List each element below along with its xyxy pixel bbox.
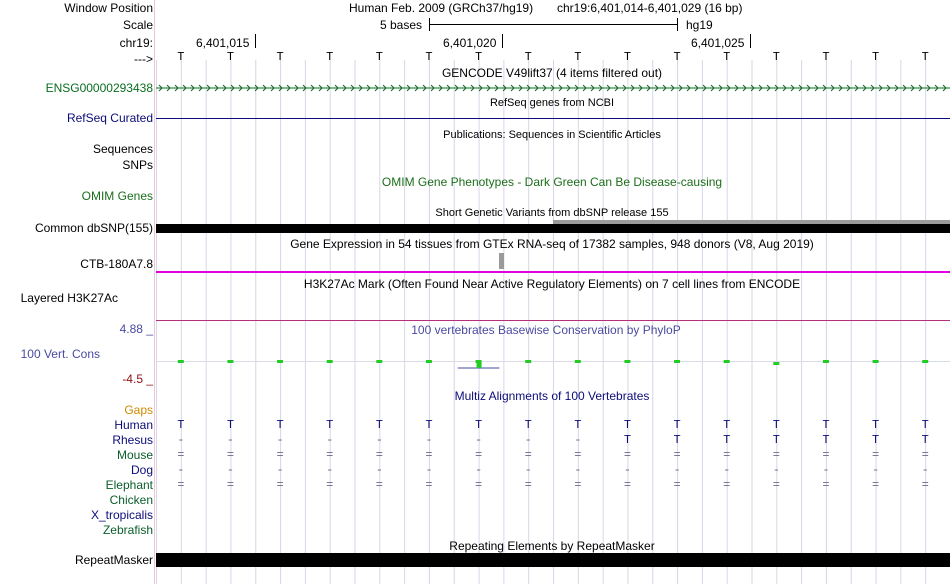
alignment-base: -: [524, 463, 532, 477]
base-letter: T: [326, 50, 334, 64]
scale-label: Scale: [122, 18, 153, 32]
alignment-base: T: [723, 433, 731, 447]
coord-3: 6,401,025: [691, 36, 745, 50]
omim-track-label[interactable]: OMIM Genes: [81, 189, 153, 203]
alignment-base: -: [474, 433, 483, 447]
h3k27ac-divider: [156, 320, 950, 321]
alignment-base: T: [871, 433, 880, 447]
alignment-base: -: [276, 433, 284, 447]
alignment-base: -: [226, 433, 235, 447]
snps-track-label[interactable]: SNPs: [122, 158, 153, 172]
assembly-name: Human Feb. 2009 (GRCh37/hg19): [349, 1, 534, 15]
alignment-base: =: [673, 478, 681, 492]
alignment-base: =: [375, 448, 383, 462]
coord-3-tick: [750, 34, 751, 48]
base-letter: T: [772, 50, 780, 64]
base-letter: T: [723, 50, 731, 64]
species-label-zebrafish: Zebrafish: [102, 523, 153, 537]
alignment-base: =: [276, 448, 284, 462]
alignment-base: -: [375, 433, 383, 447]
alignment-base: T: [772, 433, 780, 447]
alignment-base: -: [226, 463, 235, 477]
alignment-base: =: [921, 478, 929, 492]
conservation-point: [277, 360, 283, 363]
alignment-base: =: [871, 448, 880, 462]
alignment-base: T: [822, 433, 830, 447]
alignment-base: -: [425, 433, 433, 447]
base-letter: T: [226, 50, 235, 64]
refseq-gene-line[interactable]: [156, 118, 950, 119]
alignment-base: =: [326, 478, 334, 492]
alignment-base: =: [623, 478, 632, 492]
repeatmasker-track-title: Repeating Elements by RepeatMasker: [449, 539, 655, 553]
base-letter: T: [921, 50, 929, 64]
window-position-label: Window Position: [64, 1, 153, 15]
alignment-base: -: [871, 463, 880, 477]
strand-arrow-label: --->: [134, 52, 153, 66]
species-label-elephant: Elephant: [105, 478, 153, 492]
alignment-base: =: [574, 478, 582, 492]
conservation-point: [327, 360, 333, 363]
refseq-track-title: RefSeq genes from NCBI: [489, 97, 615, 109]
alignment-base: -: [177, 433, 185, 447]
alignment-base: T: [276, 418, 284, 432]
base-letter: T: [574, 50, 582, 64]
refseq-track-label[interactable]: RefSeq Curated: [66, 111, 153, 125]
alignment-base: =: [177, 448, 185, 462]
alignment-base: =: [226, 478, 235, 492]
alignment-base: =: [425, 478, 433, 492]
conservation-point: [476, 360, 482, 363]
conservation-track-label[interactable]: 100 Vert. Cons: [20, 347, 100, 361]
conservation-max-label: 4.88 _: [119, 322, 153, 336]
alignment-base: T: [772, 418, 780, 432]
conservation-point: [674, 360, 680, 363]
conservation-point: [773, 362, 779, 365]
alignment-base: =: [723, 448, 731, 462]
base-letter: T: [822, 50, 830, 64]
publications-track-title: Publications: Sequences in Scientific Articles: [443, 129, 661, 141]
alignment-base: =: [524, 478, 532, 492]
conservation-point: [922, 360, 928, 363]
chr-label: chr19:: [119, 36, 153, 50]
alignment-base: T: [425, 418, 433, 432]
alignment-base: T: [822, 418, 830, 432]
alignment-base: T: [723, 418, 731, 432]
alignment-base: -: [474, 463, 483, 477]
alignment-base: -: [276, 463, 284, 477]
alignment-base: T: [177, 418, 185, 432]
alignment-base: =: [623, 448, 632, 462]
species-label-mouse: Mouse: [116, 448, 153, 462]
label-boundary: [154, 0, 155, 584]
alignment-base: =: [772, 478, 780, 492]
alignment-base: T: [326, 418, 334, 432]
alignment-base: -: [425, 463, 433, 477]
alignment-base: T: [574, 418, 582, 432]
alignment-base: =: [723, 478, 731, 492]
alignment-base: T: [921, 433, 929, 447]
alignment-base: -: [326, 433, 334, 447]
dbsnp-track-label[interactable]: Common dbSNP(155): [34, 221, 153, 235]
conservation-point: [624, 360, 630, 363]
conservation-track-title: 100 vertebrates Basewise Conservation by PhyloP: [411, 323, 681, 337]
alignment-base: -: [822, 463, 830, 477]
alignment-base: =: [574, 448, 582, 462]
alignment-base: T: [673, 433, 681, 447]
conservation-point: [525, 360, 531, 363]
base-letter: T: [474, 50, 483, 64]
alignment-base: =: [772, 448, 780, 462]
alignment-base: =: [425, 448, 433, 462]
alignment-base: =: [524, 448, 532, 462]
alignment-base: -: [524, 433, 532, 447]
alignment-base: =: [276, 478, 284, 492]
alignment-base: T: [375, 418, 383, 432]
base-letter: T: [871, 50, 880, 64]
conservation-plot[interactable]: [156, 352, 950, 374]
alignment-base: =: [326, 448, 334, 462]
scale-db: hg19: [686, 18, 713, 32]
alignment-base: =: [673, 448, 681, 462]
repeatmasker-track-label[interactable]: RepeatMasker: [74, 553, 153, 567]
conservation-point: [873, 360, 879, 363]
gtex-divider: [156, 271, 950, 273]
species-label-x_tropicalis: X_tropicalis: [90, 508, 153, 522]
base-letter: T: [673, 50, 681, 64]
base-letter: T: [177, 50, 185, 64]
alignment-base: =: [177, 478, 185, 492]
alignment-base: =: [822, 478, 830, 492]
alignment-base: =: [822, 448, 830, 462]
coord-1: 6,401,015: [196, 36, 250, 50]
h3k27ac-track-label[interactable]: Layered H3K27Ac: [20, 291, 118, 305]
alignment-base: T: [921, 418, 929, 432]
scale-text: 5 bases: [380, 18, 423, 32]
alignment-base: T: [623, 418, 632, 432]
alignment-base: -: [177, 463, 185, 477]
base-letter: T: [375, 50, 383, 64]
h3k27ac-track-title: H3K27Ac Mark (Often Found Near Active Regulatory Elements) on 7 cell lines from ENCODE: [303, 277, 801, 291]
scale-bar: [429, 24, 677, 25]
gencode-track-label[interactable]: ENSG00000293438: [45, 81, 153, 95]
alignment-base: -: [772, 463, 780, 477]
alignment-base: -: [673, 463, 681, 477]
sequences-track-label[interactable]: Sequences: [92, 142, 153, 156]
alignment-base: -: [375, 463, 383, 477]
gtex-track-label[interactable]: CTB-180A7.8: [80, 257, 153, 271]
conservation-min-label: -4.5 _: [122, 372, 153, 386]
alignment-base: =: [474, 478, 483, 492]
alignment-base: =: [871, 478, 880, 492]
conservation-point: [178, 360, 184, 363]
species-label-human: Human: [114, 418, 153, 432]
conservation-point: [724, 360, 730, 363]
conservation-point: [477, 363, 482, 368]
gtex-track-title: Gene Expression in 54 tissues from GTEx RNA-seq of 17382 samples, 948 donors (V8, Aug 2019): [290, 237, 814, 251]
alignment-base: -: [574, 463, 582, 477]
coord-1-tick: [255, 34, 256, 48]
alignment-base: -: [623, 463, 632, 477]
alignment-base: T: [226, 418, 235, 432]
alignment-base: T: [474, 418, 483, 432]
gencode-track-title: GENCODE V49lift37 (4 items filtered out): [441, 66, 663, 80]
alignment-base: =: [375, 478, 383, 492]
gtex-expression-bar[interactable]: [499, 253, 504, 269]
alignment-base: T: [524, 418, 532, 432]
species-label-rhesus: Rhesus: [112, 433, 153, 447]
omim-track-title: OMIM Gene Phenotypes - Dark Green Can Be Disease-causing: [381, 175, 723, 189]
species-label-dog: Dog: [130, 463, 153, 477]
coord-2: 6,401,020: [443, 36, 497, 50]
alignment-base: =: [474, 448, 483, 462]
window-position: chr19:6,401,014-6,401,029 (16 bp): [557, 1, 743, 15]
alignment-base: -: [326, 463, 334, 477]
gencode-gene-feature[interactable]: [156, 82, 950, 94]
conservation-point: [823, 360, 829, 363]
conservation-point: [376, 360, 382, 363]
scale-bar-right-tick: [677, 18, 678, 31]
scale-bar-left-tick: [429, 18, 430, 31]
alignment-base: =: [226, 448, 235, 462]
species-label-chicken: Chicken: [109, 493, 153, 507]
gaps-label: Gaps: [124, 403, 153, 417]
alignment-base: T: [623, 433, 632, 447]
base-letter: T: [425, 50, 433, 64]
base-letter: T: [524, 50, 532, 64]
coord-2-tick: [502, 34, 503, 48]
alignment-base: -: [921, 463, 929, 477]
base-letter: T: [276, 50, 284, 64]
alignment-base: -: [723, 463, 731, 477]
multiz-track-title: Multiz Alignments of 100 Vertebrates: [454, 389, 650, 403]
conservation-point: [227, 360, 233, 363]
alignment-base: -: [574, 433, 582, 447]
alignment-base: =: [921, 448, 929, 462]
base-letter: T: [623, 50, 632, 64]
alignment-base: T: [871, 418, 880, 432]
repeatmasker-element-block[interactable]: [156, 553, 950, 567]
dbsnp-track-title: Short Genetic Variants from dbSNP release 155: [435, 207, 669, 219]
dbsnp-variant-block[interactable]: [156, 224, 950, 233]
conservation-point: [426, 360, 432, 363]
alignment-base: T: [673, 418, 681, 432]
conservation-point: [575, 360, 581, 363]
